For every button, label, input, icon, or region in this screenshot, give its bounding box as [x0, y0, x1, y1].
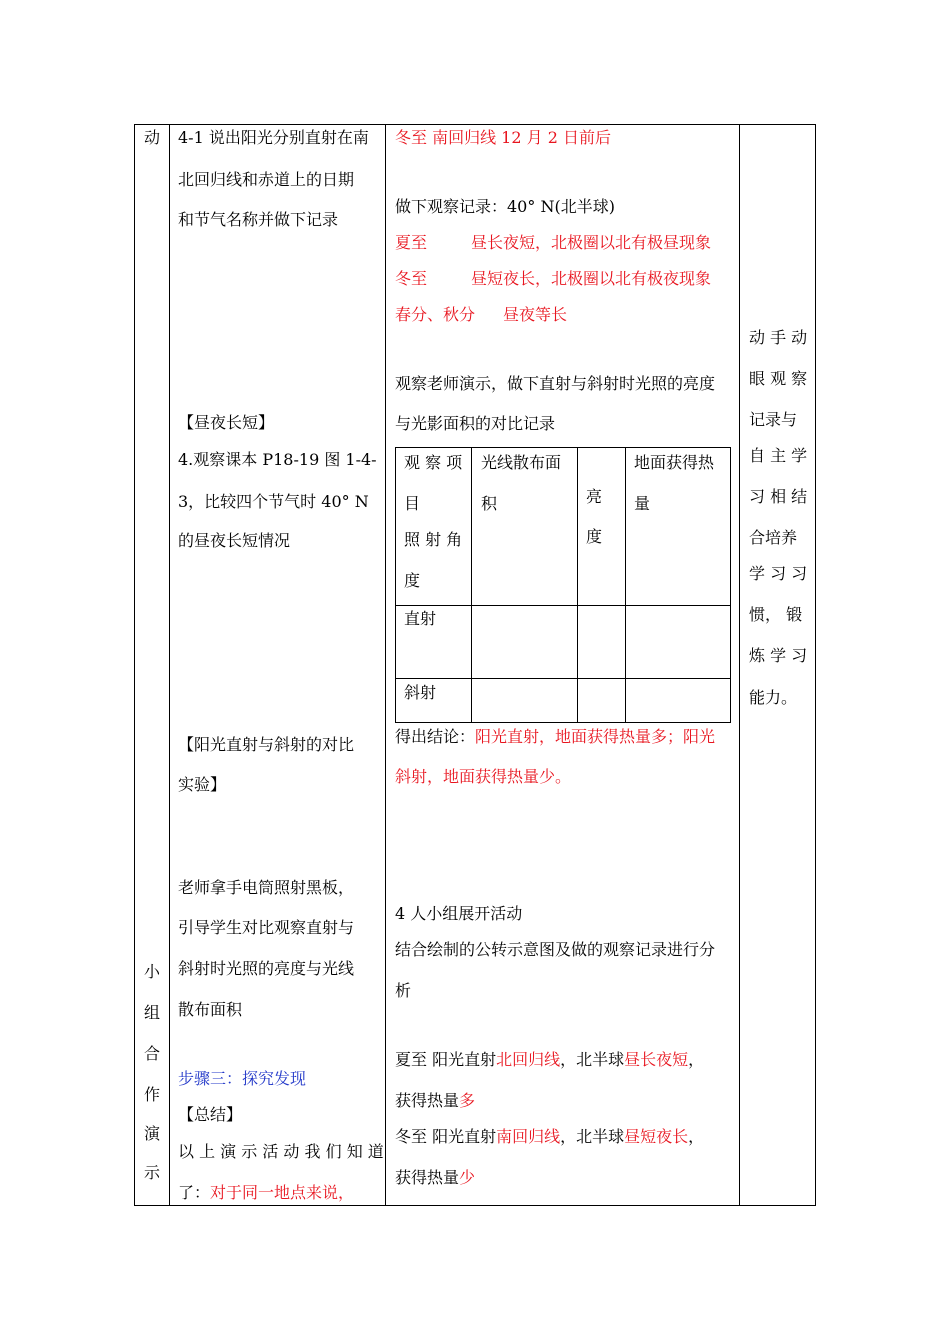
- demo-intro-line: 观察老师演示，做下直射与斜射时光照的亮度: [395, 374, 716, 393]
- summary-line: 以 上 演 示 活 动 我 们 知 道: [178, 1142, 384, 1161]
- experiment-heading: 【阳光直射与斜射的对比: [178, 735, 355, 754]
- demo-intro-line: 与光影面积的对比记录: [395, 414, 556, 433]
- teacher-demo-line: 斜射时光照的亮度与光线: [178, 959, 355, 978]
- summary-line: [178, 1183, 354, 1203]
- q41-line: 北回归线和赤道上的日期: [178, 170, 355, 189]
- col4-line: 自 主 学: [749, 446, 808, 465]
- col4-line: 动 手 动: [749, 328, 808, 347]
- experiment-heading: 实验】: [178, 775, 227, 794]
- conclusion-red-text: 阳光直射，地面获得热量多；阳光: [475, 727, 716, 746]
- conclusion-prefix: 得出结论：: [395, 727, 476, 746]
- winter-solstice-line: 冬至 南回归线 12 月 2 日前后: [395, 128, 611, 147]
- winter-result-text: 冬至 阳光直射: [395, 1127, 497, 1146]
- summer-result-text: 夏至 阳光直射: [395, 1050, 497, 1069]
- inner-table-row-divider: [395, 605, 731, 606]
- table-row-label: 斜射: [404, 683, 437, 702]
- table-header-cell: 积: [481, 494, 498, 513]
- q41-line: 和节气名称并做下记录: [178, 210, 339, 229]
- col1-vertical-label-char: 示: [144, 1163, 161, 1182]
- analysis-line: 结合绘制的公转示意图及做的观察记录进行分: [395, 940, 716, 959]
- table-header-cell: 量: [634, 494, 651, 513]
- inner-table-bottom: [395, 722, 731, 723]
- col4-line: 眼 观 察: [749, 369, 808, 388]
- col1-vertical-label-char: 演: [144, 1124, 161, 1143]
- conclusion-line: 斜射，地面获得热量少。: [395, 767, 572, 786]
- col1-vertical-label-char: 组: [144, 1003, 161, 1022]
- winter-result-text: ，: [688, 1127, 705, 1146]
- inner-table-top: [395, 447, 731, 448]
- winter-result-line: [395, 1127, 704, 1147]
- summer-result-red: 北回归线: [496, 1050, 561, 1069]
- inner-table-left: [395, 447, 396, 723]
- conclusion-line: [395, 727, 715, 747]
- observation-intro: 做下观察记录：40° N(北半球): [395, 197, 615, 216]
- teacher-demo-line: 引导学生对比观察直射与: [178, 918, 355, 937]
- summer-result-text: ，北半球: [560, 1050, 625, 1069]
- inner-table-col-divider: [577, 447, 578, 723]
- table-header-cell: 照 射 角: [404, 530, 463, 549]
- winter-result-red: 昼短夜长: [624, 1127, 689, 1146]
- col1-vertical-label-char: 合: [144, 1044, 161, 1063]
- q4-line: 4.观察课本 P18-19 图 1-4-: [178, 450, 377, 469]
- q4-line: 的昼夜长短情况: [178, 531, 291, 550]
- column-divider-2: [385, 124, 386, 1206]
- analysis-line: 析: [395, 981, 412, 1000]
- col4-line: 习 相 结: [749, 487, 808, 506]
- table-header-cell: 地面获得热: [634, 453, 715, 472]
- col4-line: 能力。: [749, 688, 798, 707]
- column-divider-1: [169, 124, 170, 1206]
- summer-result-red: 多: [459, 1091, 476, 1110]
- inner-table-col-divider: [471, 447, 472, 723]
- winter-result-line: [395, 1168, 475, 1188]
- summer-desc: 昼长夜短，北极圈以北有极昼现象: [471, 233, 712, 252]
- col4-line: 炼 学 习: [749, 646, 808, 665]
- col4-line: 惯， 锻: [749, 605, 803, 624]
- equinox-desc: 昼夜等长: [503, 305, 568, 324]
- inner-table-col-divider: [625, 447, 626, 723]
- summary-red-text: 对于同一地点来说，: [210, 1183, 355, 1202]
- summer-term: 夏至: [395, 233, 428, 252]
- summer-result-red: 昼长夜短: [624, 1050, 689, 1069]
- summary-prefix: 了：: [178, 1183, 211, 1202]
- table-left-border: [134, 124, 135, 1206]
- col4-line: 合培养: [749, 528, 798, 547]
- col1-top-char: 动: [144, 128, 161, 147]
- inner-table-right: [730, 447, 731, 723]
- teacher-demo-line: 老师拿手电筒照射黑板，: [178, 878, 355, 897]
- col1-vertical-label-char: 作: [144, 1085, 161, 1104]
- group-activity: 4 人小组展开活动: [395, 904, 523, 923]
- inner-table-row-divider: [395, 678, 731, 679]
- winter-result-red: 南回归线: [496, 1127, 561, 1146]
- table-right-border: [815, 124, 816, 1206]
- col4-line: 学 习 习: [749, 564, 808, 583]
- table-header-cell: 目: [404, 494, 421, 513]
- summer-result-text: ，: [688, 1050, 705, 1069]
- table-row-label: 直射: [404, 609, 437, 628]
- table-bottom-border: [134, 1205, 816, 1206]
- table-header-cell: 光线散布面: [481, 453, 562, 472]
- table-header-cell: 度: [586, 527, 603, 546]
- winter-result-red: 少: [459, 1168, 476, 1187]
- summary-heading: 【总结】: [178, 1105, 243, 1124]
- table-top-border: [134, 124, 816, 125]
- equinox-term: 春分、秋分: [395, 305, 476, 324]
- table-header-cell: 亮: [586, 487, 603, 506]
- winter-term: 冬至: [395, 269, 428, 288]
- daynight-heading: 【昼夜长短】: [178, 413, 275, 432]
- step3-heading: 步骤三：探究发现: [178, 1069, 307, 1088]
- column-divider-3: [739, 124, 740, 1206]
- summer-result-text: 获得热量: [395, 1091, 460, 1110]
- table-header-cell: 度: [404, 571, 421, 590]
- teacher-demo-line: 散布面积: [178, 1000, 243, 1019]
- summer-result-line: [395, 1050, 704, 1070]
- table-header-cell: 观 察 项: [404, 453, 463, 472]
- q41-line: 4-1 说出阳光分别直射在南: [178, 128, 369, 147]
- winter-desc: 昼短夜长，北极圈以北有极夜现象: [471, 269, 712, 288]
- col1-vertical-label-char: 小: [144, 962, 161, 981]
- winter-result-text: ，北半球: [560, 1127, 625, 1146]
- col4-line: 记录与: [749, 410, 798, 429]
- winter-result-text: 获得热量: [395, 1168, 460, 1187]
- q4-line: 3，比较四个节气时 40° N: [178, 492, 369, 511]
- summer-result-line: [395, 1091, 475, 1111]
